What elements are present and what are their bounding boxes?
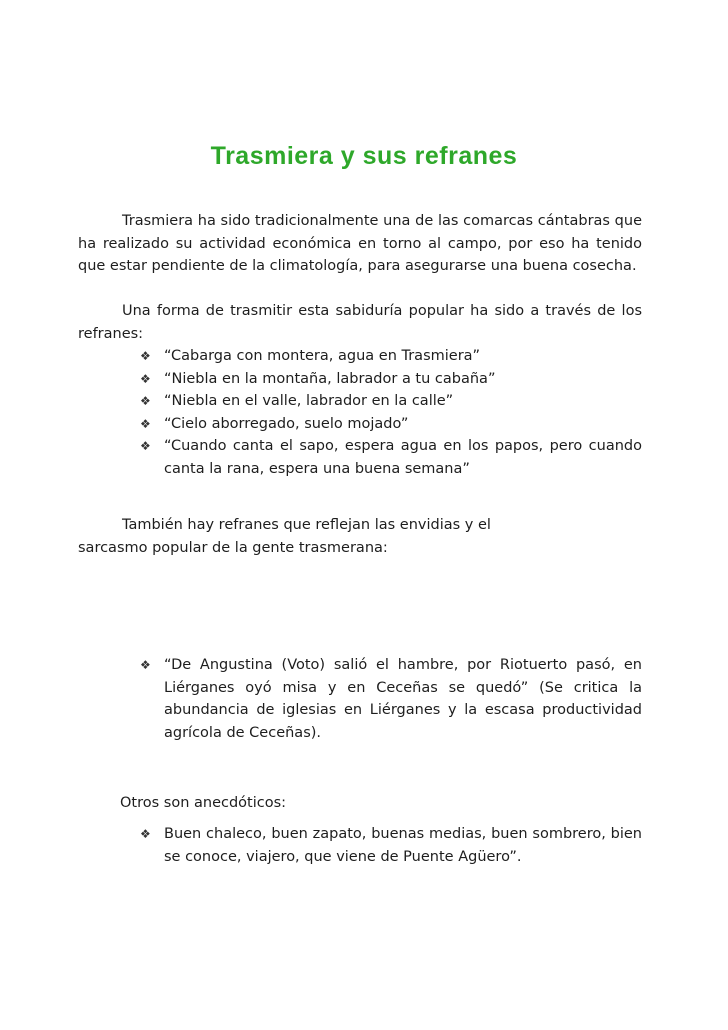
list-item [140, 368, 642, 391]
intro-paragraph: Trasmiera ha sido tradicionalmente una de las comarcas cántabras que ha realizado su actividad económica en torno al campo, por eso ha tenido que estar pendiente de la climatología, para asegurarse una buena cosecha. [78, 213, 642, 274]
list-item [140, 654, 642, 744]
list-item [140, 435, 642, 480]
envy-intro-paragraph: También hay refranes que reflejan las envidias y el sarcasmo popular de la gente trasmerana: [78, 517, 491, 556]
envy-refranes-list [140, 650, 642, 744]
list-item-text: “Niebla en la montaña, labrador a tu cabaña” [164, 370, 496, 387]
diamond-bullet-icon: ❖ [140, 416, 151, 431]
diamond-bullet-icon: ❖ [140, 658, 151, 672]
diamond-bullet-icon: ❖ [140, 371, 151, 386]
list-item [140, 345, 642, 368]
diamond-bullet-icon: ❖ [140, 349, 151, 363]
diamond-bullet-icon: ❖ [140, 394, 151, 408]
diamond-bullet-icon: ❖ [140, 439, 151, 453]
weather-refranes-list [140, 345, 642, 480]
list-item-text: “De Angustina (Voto) salió el hambre, por Riotuerto pasó, en Liérganes oyó misa y en Ceceñas se quedó” (Se critica la abundancia de iglesias en Liérganes y la escasa productividad agrícola de Ceceñas). [164, 657, 642, 741]
list-item-text: “Cielo aborregado, suelo mojado” [164, 415, 409, 432]
list-item [140, 823, 642, 868]
list-item-text: “Niebla en el valle, labrador en la calle” [164, 393, 454, 409]
page-title: Trasmiera y sus refranes [210, 142, 518, 170]
refranes-intro-paragraph: Una forma de trasmitir esta sabiduría popular ha sido a través de los refranes: [78, 303, 642, 342]
list-item-text: “Cabarga con montera, agua en Trasmiera” [164, 348, 481, 364]
diamond-bullet-icon: ❖ [140, 827, 151, 841]
anecdotal-intro-paragraph: Otros son anecdóticos: [120, 795, 287, 811]
anecdotal-refranes-list [140, 819, 642, 868]
list-item [140, 390, 642, 413]
list-item-text: “Cuando canta el sapo, espera agua en los papos, pero cuando canta la rana, espera una buena semana” [164, 438, 642, 477]
list-item [140, 413, 642, 436]
list-item-text: Buen chaleco, buen zapato, buenas medias, buen sombrero, bien se conoce, viajero, que viene de Puente Agüero”. [164, 826, 642, 865]
